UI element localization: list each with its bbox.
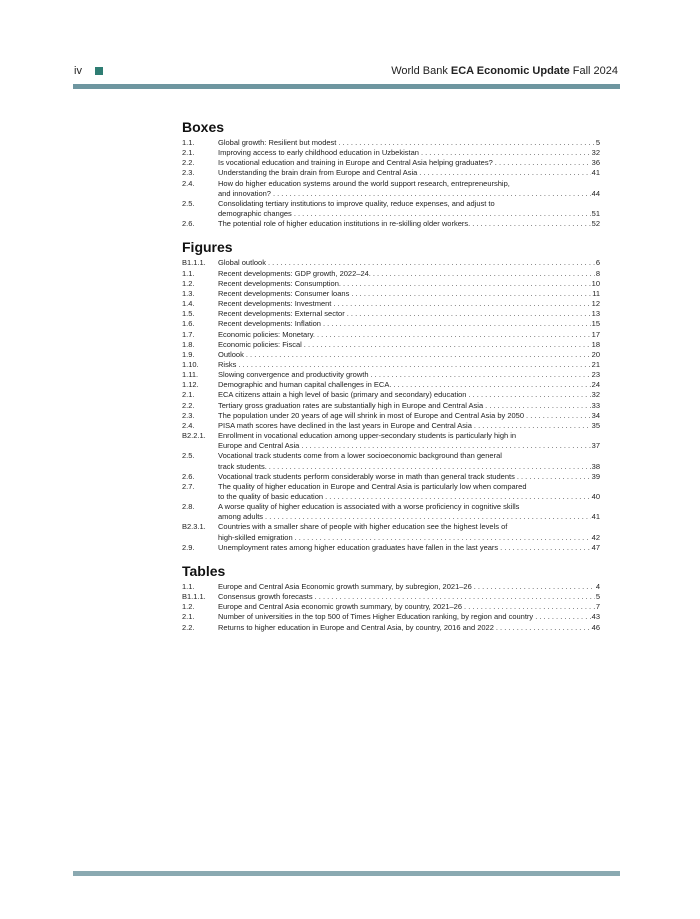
toc-entry[interactable] — [182, 502, 600, 522]
entry-title: Vocational track students perform considerably worse in math than general track students — [218, 471, 515, 481]
toc-entry[interactable] — [182, 431, 600, 451]
header-square-marker — [95, 67, 103, 75]
dot-leader — [493, 158, 591, 168]
entry-line — [218, 543, 600, 553]
dot-leader — [321, 319, 591, 329]
dot-leader — [315, 330, 591, 340]
entry-title: Vocational track students come from a lower socioeconomic background than general — [218, 451, 502, 461]
entry-line — [218, 441, 600, 451]
running-title-bold: ECA Economic Update — [450, 65, 570, 77]
entry-line — [218, 350, 600, 360]
entry-line — [218, 330, 600, 340]
toc-entry[interactable] — [182, 482, 600, 502]
entry-number: 2.9. — [182, 542, 195, 552]
entry-title: The quality of higher education in Europe and Central Asia is particularly low when compared — [218, 481, 527, 491]
entry-number: 2.5. — [182, 198, 195, 208]
entry-title: Recent developments: Inflation — [218, 319, 321, 329]
entry-title: Economic policies: Monetary. — [218, 329, 315, 339]
entry-title: Europe and Central Asia economic growth summary, by country, 2021–26 — [218, 602, 463, 612]
toc-entry[interactable] — [182, 279, 600, 289]
entry-title: Consolidating tertiary institutions to improve quality, reduce expenses, and adjust to — [218, 198, 495, 208]
entry-line — [218, 623, 600, 633]
dot-leader — [336, 138, 594, 148]
entry-line — [218, 602, 600, 612]
entry-page-number: 12 — [591, 299, 600, 309]
entry-number: B2.2.1. — [182, 431, 206, 441]
entry-line — [218, 269, 600, 279]
section-figures — [182, 238, 600, 553]
entry-body — [218, 158, 600, 168]
entry-title: demographic changes — [218, 209, 292, 219]
toc-entry[interactable] — [182, 199, 600, 219]
entry-number: 1.12. — [182, 380, 199, 390]
entry-title: Economic policies: Fiscal — [218, 339, 302, 349]
entry-body — [218, 179, 600, 199]
entry-body — [218, 299, 600, 309]
section-tables — [182, 562, 600, 633]
entry-body — [218, 279, 600, 289]
toc-entry[interactable] — [182, 360, 600, 370]
entry-page-number: 52 — [591, 219, 600, 229]
entry-title: Recent developments: Consumption. — [218, 278, 341, 288]
dot-leader — [302, 340, 591, 350]
entry-page-number: 43 — [591, 612, 600, 622]
entry-line — [218, 168, 600, 178]
entry-title: Europe and Central Asia — [218, 441, 300, 451]
entry-number: 2.3. — [182, 168, 195, 178]
entry-title: Consensus growth forecasts — [218, 592, 313, 602]
dot-leader — [515, 472, 591, 482]
entry-page-number: 36 — [591, 158, 600, 168]
entry-line — [218, 411, 600, 421]
toc-entry[interactable] — [182, 602, 600, 612]
entry-page-number: 38 — [591, 461, 600, 471]
toc-entry[interactable] — [182, 472, 600, 482]
entry-page-number: 33 — [591, 400, 600, 410]
entry-number: 2.8. — [182, 502, 195, 512]
toc-entry[interactable] — [182, 258, 600, 268]
entry-title: Tertiary gross graduation rates are substantially high in Europe and Central Asia — [218, 400, 484, 410]
dot-leader — [483, 401, 591, 411]
entry-body — [218, 431, 600, 451]
dot-leader — [371, 269, 595, 279]
entry-number: 1.2. — [182, 278, 195, 288]
entry-line — [218, 512, 600, 522]
entry-body — [218, 582, 600, 592]
entry-line — [218, 148, 600, 158]
entry-number: B2.3.1. — [182, 522, 206, 532]
entry-number: 1.6. — [182, 319, 195, 329]
entry-title: The potential role of higher education institutions in re-skilling older workers. — [218, 219, 471, 229]
entry-number: 2.4. — [182, 420, 195, 430]
entry-title: Unemployment rates among higher education graduates have fallen in the last years — [218, 542, 499, 552]
entry-line — [218, 219, 600, 229]
entry-page-number: 37 — [591, 441, 600, 451]
entry-page-number: 40 — [591, 492, 600, 501]
dot-leader — [236, 360, 590, 370]
entry-title: How do higher education systems around the world support research, entrepreneurship, — [218, 178, 510, 188]
entry-line — [218, 533, 600, 543]
toc-entry[interactable] — [182, 401, 600, 411]
entry-line — [218, 451, 600, 461]
entry-body — [218, 309, 600, 319]
dot-leader — [466, 390, 590, 400]
entry-body — [218, 623, 600, 633]
section-title: Tables — [182, 562, 226, 579]
entry-title: PISA math scores have declined in the last years in Europe and Central Asia — [218, 420, 472, 430]
toc-entry[interactable] — [182, 612, 600, 622]
entry-number: 2.6. — [182, 219, 195, 229]
entry-page-number: 5 — [595, 138, 600, 147]
entry-body — [218, 148, 600, 158]
entry-line — [218, 370, 600, 380]
toc-entry[interactable] — [182, 289, 600, 299]
toc-entry[interactable] — [182, 370, 600, 380]
entry-line — [218, 482, 600, 492]
dot-leader — [244, 350, 591, 360]
entry-page-number: 42 — [591, 532, 600, 542]
toc-entry[interactable] — [182, 592, 600, 602]
toc-entry[interactable] — [182, 380, 600, 390]
entry-title: among adults — [218, 512, 264, 522]
entry-page-number: 51 — [591, 209, 600, 219]
page-number: iv — [74, 65, 82, 77]
entry-line — [218, 289, 600, 299]
entry-body — [218, 502, 600, 522]
entry-body — [218, 269, 600, 279]
entry-page-number: 11 — [592, 288, 600, 298]
entry-body — [218, 138, 600, 148]
entry-body — [218, 350, 600, 360]
entry-number: 2.2. — [182, 622, 195, 632]
toc-entry[interactable] — [182, 390, 600, 400]
entry-page-number: 47 — [591, 542, 600, 552]
entry-line — [218, 502, 600, 512]
toc-entry[interactable] — [182, 543, 600, 553]
entry-line — [218, 179, 600, 189]
entry-title: track students. — [218, 461, 267, 471]
toc-entry[interactable] — [182, 269, 600, 279]
entry-title: Returns to higher education in Europe and Central Asia, by country, 2016 and 2022 — [218, 622, 494, 632]
toc-entry[interactable] — [182, 330, 600, 340]
entry-title: Is vocational education and training in Europe and Central Asia helping graduates? — [218, 158, 493, 168]
dot-leader — [263, 512, 591, 522]
page-header — [0, 0, 700, 95]
entry-line — [218, 390, 600, 400]
entry-number: 1.5. — [182, 309, 195, 319]
entry-line — [218, 421, 600, 431]
entry-number: 2.1. — [182, 390, 195, 400]
entry-page-number: 21 — [591, 359, 600, 369]
entry-number: 2.1. — [182, 148, 195, 158]
entry-body — [218, 451, 600, 471]
entry-page-number: 13 — [591, 309, 600, 319]
entry-line — [218, 279, 600, 289]
dot-leader — [472, 582, 595, 592]
entry-number: 2.6. — [182, 471, 195, 481]
entry-title: Europe and Central Asia Economic growth summary, by subregion, 2021–26 — [218, 581, 472, 591]
dot-leader — [345, 309, 591, 319]
entry-title: Risks — [218, 359, 237, 369]
entry-number: 1.8. — [182, 339, 195, 349]
entry-title: Recent developments: Consumer loans — [218, 288, 350, 298]
entry-title: Countries with a smaller share of people with higher education see the highest levels of — [218, 522, 508, 532]
header-rule — [73, 84, 620, 89]
entry-line — [218, 360, 600, 370]
entry-body — [218, 199, 600, 219]
running-title-suffix: Fall 2024 — [569, 65, 618, 77]
toc-entry[interactable] — [182, 340, 600, 350]
entry-number: 2.7. — [182, 481, 195, 491]
entry-body — [218, 522, 600, 542]
entry-line — [218, 472, 600, 482]
toc-entry[interactable] — [182, 319, 600, 329]
entry-body — [218, 592, 600, 602]
entry-body — [218, 340, 600, 350]
entry-number: B1.1.1. — [182, 592, 206, 602]
entry-body — [218, 258, 600, 268]
entry-number: 2.1. — [182, 612, 195, 622]
entry-body — [218, 319, 600, 329]
entry-line — [218, 158, 600, 168]
entry-page-number: 23 — [591, 370, 600, 380]
entry-page-number: 10 — [591, 278, 600, 288]
running-title-prefix: World Bank — [391, 65, 451, 77]
entry-title: Recent developments: External sector — [218, 309, 345, 319]
entry-page-number: 15 — [591, 319, 600, 329]
entry-number: 1.1. — [182, 581, 195, 591]
entry-title: Recent developments: GDP growth, 2022–24. — [218, 268, 371, 278]
entry-title: Global outlook — [218, 258, 266, 268]
entry-body — [218, 390, 600, 400]
entry-body — [218, 421, 600, 431]
entry-title: Global growth: Resilient but modest — [218, 138, 337, 147]
entry-page-number: 7 — [595, 602, 600, 612]
section-boxes — [182, 118, 600, 229]
entry-page-number: 18 — [591, 339, 600, 349]
entry-number: 2.2. — [182, 158, 195, 168]
footer-rule — [73, 871, 620, 876]
toc-entry[interactable] — [182, 522, 600, 542]
entry-number: 1.1. — [182, 268, 195, 278]
toc-entry[interactable] — [182, 219, 600, 229]
entry-number: 1.11. — [182, 370, 199, 380]
entry-page-number: 41 — [591, 512, 600, 522]
table-of-contents — [182, 118, 600, 642]
section-title: Figures — [182, 239, 233, 256]
dot-leader — [349, 289, 591, 299]
entry-body — [218, 370, 600, 380]
entry-body — [218, 380, 600, 390]
toc-entry[interactable] — [182, 158, 600, 168]
entry-line — [218, 319, 600, 329]
entry-body — [218, 289, 600, 299]
entry-line — [218, 209, 600, 219]
entry-body — [218, 612, 600, 622]
entry-page-number: 17 — [591, 329, 600, 339]
entry-number: 2.3. — [182, 410, 195, 420]
entry-page-number: 34 — [591, 410, 600, 420]
entry-line — [218, 138, 600, 148]
dot-leader — [341, 279, 591, 289]
entry-number: 2.4. — [182, 178, 195, 188]
entry-body — [218, 543, 600, 553]
dot-leader — [533, 612, 590, 622]
entry-title: Outlook — [218, 349, 244, 359]
entry-title: ECA citizens attain a high level of basic (primary and secondary) education — [218, 390, 467, 400]
entry-title: Enrollment in vocational education among upper-secondary students is particularly high in — [218, 431, 517, 441]
entry-page-number: 6 — [595, 258, 600, 268]
dot-leader — [293, 533, 591, 543]
dot-leader — [472, 421, 591, 431]
entry-line — [218, 199, 600, 209]
dot-leader — [391, 380, 590, 390]
entry-number: 1.3. — [182, 288, 195, 298]
entry-page-number: 32 — [591, 148, 600, 158]
dot-leader — [271, 189, 591, 199]
entry-line — [218, 462, 600, 472]
dot-leader — [524, 411, 591, 421]
entry-page-number: 20 — [591, 349, 600, 359]
entry-title: and innovation? — [218, 188, 271, 198]
dot-leader — [419, 148, 591, 158]
entry-title: Understanding the brain drain from Europe and Central Asia — [218, 168, 418, 178]
entry-body — [218, 219, 600, 229]
toc-entry[interactable] — [182, 299, 600, 309]
dot-leader — [417, 168, 590, 178]
toc-entry[interactable] — [182, 350, 600, 360]
section-title: Boxes — [182, 119, 225, 135]
entry-body — [218, 330, 600, 340]
entry-title: Slowing convergence and productivity growth — [218, 370, 369, 380]
dot-leader — [498, 543, 590, 553]
entry-line — [218, 431, 600, 441]
entry-page-number: 41 — [591, 168, 600, 178]
toc-entry[interactable] — [182, 138, 600, 148]
entry-body — [218, 168, 600, 178]
toc-entry[interactable] — [182, 309, 600, 319]
entry-title: to the quality of basic education — [218, 492, 324, 501]
toc-entry[interactable] — [182, 411, 600, 421]
entry-number: 1.9. — [182, 349, 195, 359]
entry-page-number: 35 — [591, 420, 600, 430]
entry-number: 1.1. — [182, 138, 195, 147]
entry-body — [218, 602, 600, 612]
entry-title: Recent developments: Investment — [218, 299, 332, 309]
entry-line — [218, 340, 600, 350]
entry-line — [218, 592, 600, 602]
entry-number: 1.2. — [182, 602, 195, 612]
entry-body — [218, 411, 600, 421]
entry-line — [218, 492, 600, 502]
entry-title: Improving access to early childhood education in Uzbekistan — [218, 148, 419, 158]
dot-leader — [267, 462, 591, 472]
entry-number: B1.1.1. — [182, 258, 206, 268]
toc-entry[interactable] — [182, 623, 600, 633]
dot-leader — [323, 492, 591, 502]
entry-page-number: 8 — [595, 268, 600, 278]
entry-page-number: 44 — [591, 188, 600, 198]
dot-leader — [494, 623, 591, 633]
entry-page-number: 5 — [595, 592, 600, 602]
dot-leader — [462, 602, 595, 612]
entry-number: 2.5. — [182, 451, 195, 461]
entry-page-number: 4 — [595, 581, 600, 591]
entry-line — [218, 258, 600, 268]
entry-body — [218, 472, 600, 482]
entry-number: 2.2. — [182, 400, 195, 410]
entry-line — [218, 309, 600, 319]
toc-entry[interactable] — [182, 582, 600, 592]
entry-line — [218, 299, 600, 309]
dot-leader — [313, 592, 595, 602]
entry-page-number: 24 — [591, 380, 600, 390]
toc-entry[interactable] — [182, 421, 600, 431]
toc-entry[interactable] — [182, 451, 600, 471]
entry-title: A worse quality of higher education is associated with a worse proficiency in cognitive skills — [218, 502, 520, 512]
entry-page-number: 46 — [591, 622, 600, 632]
entry-title: Number of universities in the top 500 of Times Higher Education ranking, by region and country — [218, 612, 534, 622]
entry-page-number: 32 — [591, 390, 600, 400]
entry-number: 1.7. — [182, 329, 195, 339]
entry-number: 1.4. — [182, 299, 195, 309]
toc-entry[interactable] — [182, 168, 600, 178]
dot-leader — [292, 209, 591, 219]
toc-entry[interactable] — [182, 148, 600, 158]
entry-line — [218, 189, 600, 199]
entry-page-number: 39 — [591, 471, 600, 481]
entry-title: Demographic and human capital challenges in ECA. — [218, 380, 392, 390]
entry-line — [218, 582, 600, 592]
entry-line — [218, 380, 600, 390]
dot-leader — [470, 219, 590, 229]
entry-body — [218, 401, 600, 411]
dot-leader — [299, 441, 590, 451]
entry-title: The population under 20 years of age will shrink in most of Europe and Central Asia by 2050 — [218, 410, 525, 420]
entry-body — [218, 360, 600, 370]
dot-leader — [369, 370, 591, 380]
entry-body — [218, 482, 600, 502]
entry-line — [218, 612, 600, 622]
entry-number: 1.10. — [182, 359, 199, 369]
dot-leader — [331, 299, 590, 309]
entry-title: high-skilled emigration — [218, 532, 293, 542]
running-title — [391, 65, 618, 77]
toc-entry[interactable] — [182, 179, 600, 199]
dot-leader — [266, 258, 595, 268]
entry-line — [218, 401, 600, 411]
entry-line — [218, 522, 600, 532]
